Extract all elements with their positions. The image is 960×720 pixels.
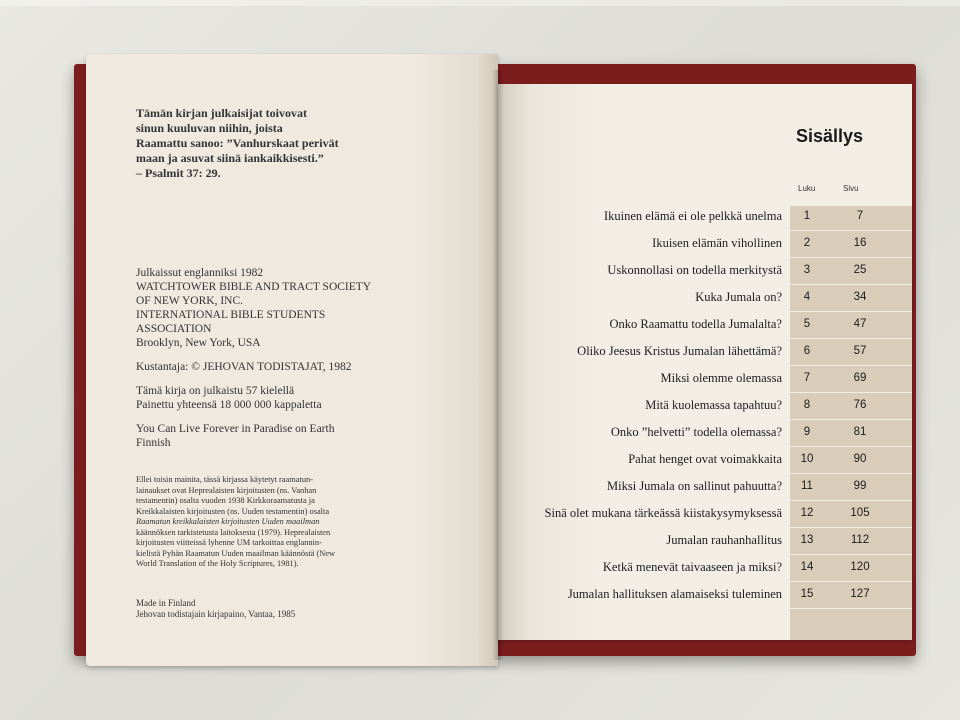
toc-row-separator <box>790 311 912 312</box>
toc-chapter-title: Jumalan rauhanhallitus <box>666 533 782 547</box>
toc-page-number: 47 <box>853 318 867 330</box>
toc-page-number: 34 <box>853 291 867 303</box>
toc-title: Sisällys <box>796 126 864 146</box>
toc-chapter-number: 12 <box>800 507 814 519</box>
fine-print <box>136 475 376 570</box>
toc-page-number: 90 <box>853 453 867 465</box>
toc-page-number: 112 <box>850 534 870 546</box>
toc-chapter-title: Jumalan hallituksen alamaiseksi tuleminen <box>567 587 782 601</box>
toc-row-separator <box>790 500 912 501</box>
toc-row <box>520 394 912 420</box>
toc-row <box>520 448 912 474</box>
fine-print-line: lainaukset ovat Heprealaisten kirjoitusten (ns. Vanhan <box>136 485 317 495</box>
toc-chapter-number: 11 <box>801 480 813 492</box>
colophon-line: Brooklyn, New York, USA <box>136 337 261 349</box>
toc-row-separator <box>790 419 912 420</box>
fine-print-line: käännöksen tarkistetusta laitoksesta (1979). Heprealaisten <box>136 527 331 537</box>
toc-row-separator <box>790 581 912 582</box>
toc-chapter-number: 1 <box>803 210 811 222</box>
toc-page-number: 76 <box>853 399 867 411</box>
publisher-line: Kustantaja: © JEHOVAN TODISTAJAT, 1982 <box>136 361 352 373</box>
toc-page-number: 120 <box>850 561 870 573</box>
toc-row <box>520 475 912 501</box>
toc-chapter-title: Miksi Jumala on sallinut pahuutta? <box>607 479 782 493</box>
toc-chapter-title: Oliko Jeesus Kristus Jumalan lähettämä? <box>577 344 782 358</box>
print-info-line: Painettu yhteensä 18 000 000 kappaletta <box>136 399 322 411</box>
toc-page-number: 7 <box>856 210 864 222</box>
toc-row <box>520 286 912 312</box>
toc-page-number: 57 <box>853 345 867 357</box>
toc-chapter-title: Sinä olet mukana tärkeässä kiistakysymyksessä <box>544 506 782 520</box>
colophon-line: INTERNATIONAL BIBLE STUDENTS <box>136 309 326 321</box>
epigraph <box>136 106 456 181</box>
toc-chapter-number: 13 <box>800 534 814 546</box>
fine-print-line: kirjoitusten viitteissä lyhenne UM tarkoittaa englannin- <box>136 538 322 547</box>
toc-row-separator <box>790 554 912 555</box>
toc-row <box>520 367 912 393</box>
toc-chapter-title: Onko Raamattu todella Jumalalta? <box>609 317 782 331</box>
made-in <box>136 598 295 620</box>
toc-row <box>520 340 912 366</box>
toc-chapter-number: 2 <box>803 237 811 249</box>
toc-chapter-number: 5 <box>803 318 811 330</box>
original-title-line: Finnish <box>136 437 171 449</box>
epigraph-line: sinun kuuluvan niihin, joista <box>136 121 283 135</box>
toc-chapter-title: Onko ”helvetti” todella olemassa? <box>610 425 782 439</box>
toc-row <box>520 583 912 609</box>
toc-row-separator <box>790 392 912 393</box>
chapter-column-header: Luku <box>798 184 816 193</box>
toc-chapter-number: 3 <box>803 264 811 276</box>
toc-chapter-title: Miksi olemme olemassa <box>660 371 782 385</box>
toc-row <box>520 502 912 528</box>
toc-chapter-title: Ikuisen elämän vihollinen <box>652 236 782 250</box>
epigraph-line: Raamattu sanoo: ”Vanhurskaat perivät <box>136 136 339 150</box>
toc-chapter-title: Ikuinen elämä ei ole pelkkä unelma <box>603 209 782 223</box>
toc-page-number: 99 <box>853 480 867 492</box>
toc-chapter-number: 14 <box>800 561 814 573</box>
toc-row-separator <box>790 446 912 447</box>
toc-chapter-number: 9 <box>803 426 811 438</box>
toc-chapter-number: 6 <box>803 345 811 357</box>
toc-row-separator <box>790 608 912 609</box>
toc-row-separator <box>790 365 912 366</box>
page-column-header: Sivu <box>843 184 859 193</box>
toc-chapter-title: Ketkä menevät taivaaseen ja miksi? <box>602 560 782 574</box>
toc-row-separator <box>790 230 912 231</box>
toc-chapter-number: 10 <box>800 453 814 465</box>
toc-row <box>520 556 912 582</box>
epigraph-line: Tämän kirjan julkaisijat toivovat <box>136 106 308 120</box>
toc-row <box>520 313 912 339</box>
colophon-line: ASSOCIATION <box>136 323 212 335</box>
colophon-line: WATCHTOWER BIBLE AND TRACT SOCIETY <box>136 281 372 293</box>
toc-page-number: 81 <box>853 426 867 438</box>
toc-row-separator <box>790 473 912 474</box>
toc-row-separator <box>790 257 912 258</box>
book-gutter <box>492 70 504 660</box>
epigraph-citation: – Psalmit 37: 29. <box>136 166 221 180</box>
toc-row <box>520 205 912 231</box>
toc-chapter-title: Uskonnollasi on todella merkitystä <box>607 263 782 277</box>
original-title-line: You Can Live Forever in Paradise on Earth <box>136 423 335 435</box>
colophon <box>136 266 436 450</box>
toc-row-separator <box>790 338 912 339</box>
colophon-line: Julkaissut englanniksi 1982 <box>136 267 264 279</box>
toc-chapter-number: 8 <box>803 399 811 411</box>
colophon-line: OF NEW YORK, INC. <box>136 295 244 307</box>
toc-row-separator <box>790 284 912 285</box>
epigraph-line: maan ja asuvat siinä iankaikkisesti.” <box>136 151 324 165</box>
fine-print-line: Ellei toisin mainita, tässä kirjassa käytetyt raamatun- <box>136 475 313 484</box>
fine-print-line: testamentin) osalta vuoden 1938 Kirkkoraamatusta ja <box>136 496 315 505</box>
toc-chapter-number: 4 <box>803 291 811 303</box>
toc-row <box>520 529 912 555</box>
toc-page-number: 127 <box>850 588 870 600</box>
toc-page-number: 69 <box>853 372 867 384</box>
toc-row <box>520 421 912 447</box>
toc-row <box>520 232 912 258</box>
toc-chapter-number: 7 <box>803 372 811 384</box>
fine-print-line: World Translation of the Holy Scriptures, 1981). <box>136 559 299 568</box>
toc-chapter-title: Mitä kuolemassa tapahtuu? <box>645 398 782 412</box>
toc-page-number: 105 <box>850 507 870 519</box>
made-in-line: Jehovan todistajain kirjapaino, Vantaa, 1985 <box>136 609 296 619</box>
toc-chapter-title: Kuka Jumala on? <box>695 290 782 304</box>
toc-row <box>520 259 912 285</box>
toc-chapter-title: Pahat henget ovat voimakkaita <box>628 452 782 466</box>
fine-print-line: Raamatun kreikkalaisten kirjoitusten Uuden maailman <box>136 517 320 526</box>
made-in-line: Made in Finland <box>136 598 196 608</box>
fine-print-line: Kreikkalaisten kirjoitusten (ns. Uuden testamentin) osalta <box>136 506 330 516</box>
tablecloth-fold <box>0 0 960 6</box>
toc-row-separator <box>790 527 912 528</box>
toc-page-number: 25 <box>853 264 867 276</box>
toc-chapter-number: 15 <box>800 588 814 600</box>
toc-page-number: 16 <box>853 237 867 249</box>
print-info-line: Tämä kirja on julkaistu 57 kielellä <box>136 385 295 397</box>
fine-print-line: kielistä Pyhän Raamatun Uuden maailman käännöstä (New <box>136 548 336 558</box>
